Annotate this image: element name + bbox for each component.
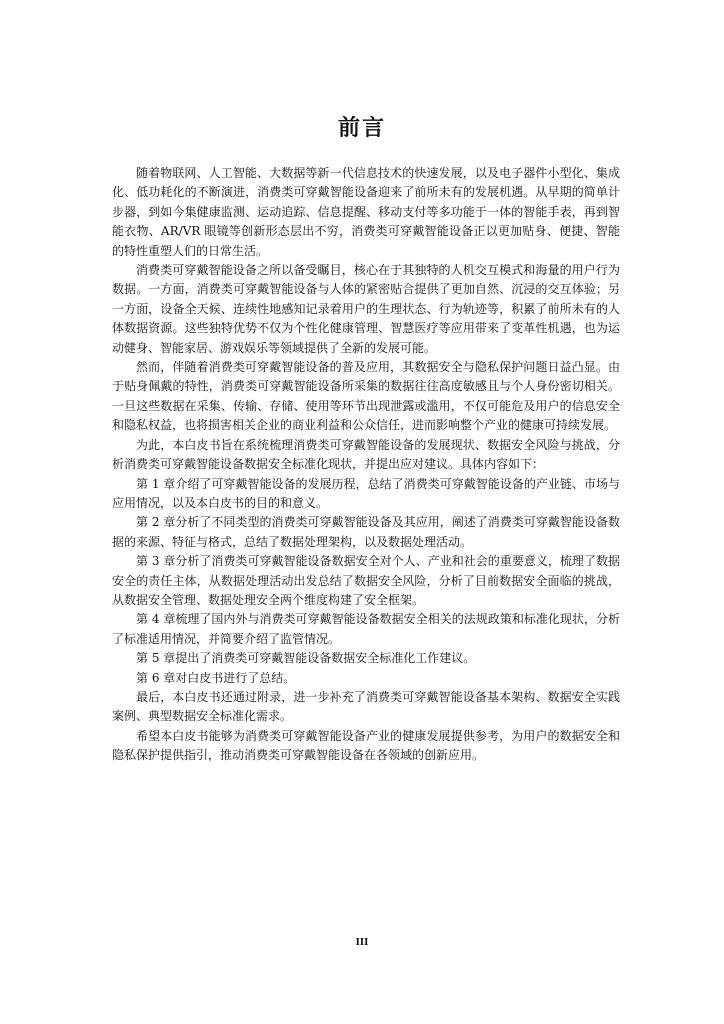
paragraph-chapter-5: 第 5 章提出了消费类可穿戴智能设备数据安全标准化工作建议。	[136, 651, 476, 666]
paragraph-risks: 然而，伴随着消费类可穿戴智能设备的普及应用，其数据安全与隐私保护问题日益凸显。由于贴身佩戴的特性，消费类可穿戴智能设备所采集的数据往往高度敏感且与个人身份密切相关。一旦这些数据在采集、传输、存储、使用等环节出现泄露或滥用，不仅可能危及用户的信息安全和隐私权益，也将损害相关企业的商业利益和公众信任，进而影响整个产业的健康可持续发展。	[112, 360, 620, 433]
paragraph-closing: 希望本白皮书能够为消费类可穿戴智能设备产业的健康发展提供参考，为用户的数据安全和隐私保护提供指引，推动消费类可穿戴智能设备在各领域的创新应用。	[112, 728, 620, 763]
paragraph-chapter-6: 第 6 章对白皮书进行了总结。	[136, 670, 296, 685]
paragraph-chapter-2: 第 2 章分析了不同类型的消费类可穿戴智能设备及其应用，阐述了消费类可穿戴智能设备数据的来源、特征与格式，总结了数据处理架构，以及数据处理活动。	[112, 515, 620, 549]
paragraph-intro: 随着物联网、人工智能、大数据等新一代信息技术的快速发展，以及电子器件小型化、集成化、低功耗化的不断演进，消费类可穿戴智能设备迎来了前所未有的发展机遇。从早期的简单计步器，到如今集健康监测、运动追踪、信息提醒、移动支付等多功能于一体的智能手表，再到智能衣物、AR/VR 眼镜等创新形态层出不穷，消费类可穿戴智能设备正以更加贴身、便捷、智能的特性重塑人们的日常生活。	[112, 166, 620, 258]
paragraph-chapter-1: 第 1 章介绍了可穿戴智能设备的发展历程，总结了消费类可穿戴智能设备的产业链、市场与应用情况，以及本白皮书的目的和意义。	[112, 476, 620, 510]
body-text	[112, 164, 620, 766]
paragraph-purpose: 为此，本白皮书旨在系统梳理消费类可穿戴智能设备的发展现状、数据安全风险与挑战，分析消费类可穿戴智能设备数据安全标准化现状，并提出应对建议。具体内容如下：	[112, 437, 620, 472]
page-title: 前言	[337, 116, 386, 141]
paragraph-appendix: 最后，本白皮书还通过附录，进一步补充了消费类可穿戴智能设备基本架构、数据安全实践案例、典型数据安全标准化需求。	[112, 689, 620, 724]
page-number: III	[355, 938, 369, 948]
paragraph-core-value: 消费类可穿戴智能设备之所以备受瞩目，核心在于其独特的人机交互模式和海量的用户行为数据。一方面，消费类可穿戴智能设备与人体的紧密贴合提供了更加自然、沉浸的交互体验；另一方面，设备全天候、连续性地感知记录着用户的生理状态、行为轨迹等，积累了前所未有的人体数据资源。这些独特优势不仅为个性化健康管理、智慧医疗等应用带来了变革性机遇，也为运动健身、智能家居、游戏娱乐等领域提供了全新的发展可能。	[112, 263, 620, 355]
paragraph-chapter-4: 第 4 章梳理了国内外与消费类可穿戴智能设备数据安全相关的法规政策和标准化现状，分析了标准适用情况，并简要介绍了监管情况。	[112, 612, 620, 646]
paragraph-chapter-3: 第 3 章分析了消费类可穿戴智能设备数据安全对个人、产业和社会的重要意义，梳理了数据安全的责任主体，从数据处理活动出发总结了数据安全风险，分析了目前数据安全面临的挑战，从数据安全管理、数据处理安全两个维度构建了安全框架。	[112, 554, 620, 607]
